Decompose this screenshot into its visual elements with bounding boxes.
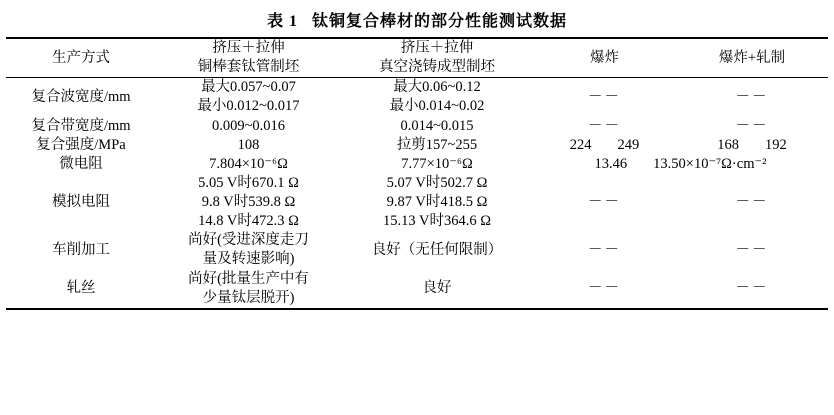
cell-wire-rolling-explosion: －－ [533,270,676,309]
table-row [6,231,828,269]
table-row [6,174,828,231]
header-cell-extrusion-vacuum: 挤压＋拉伸 真空浇铸成型制坯 [341,38,533,78]
cell-wave-width-vacuum: 最大0.06~0.12 最小0.014~0.02 [389,79,485,115]
row-label-wave-width: 复合波宽度/mm [31,88,131,105]
performance-test-table [6,37,828,310]
cell-bond-strength-tube: 108 [237,136,260,153]
cell-turning-explosion-rolling: －－ [735,241,769,258]
row-label-micro-resistance: 微电阻 [59,155,103,172]
table-row [6,117,828,136]
table-row [6,136,828,155]
cell-micro-resistance-tube: 7.804×10⁻⁶Ω [209,155,288,172]
table-head [6,38,828,78]
header-cell-explosion-rolling: 爆炸+轧制 [676,38,828,78]
cell-band-width-tube: 0.009~0.016 [211,117,286,134]
table-row [6,270,828,309]
cell-band-width-vacuum: 0.014~0.015 [400,117,474,134]
table-title-text: 钛铜复合棒材的部分性能测试数据 [312,13,568,30]
cell-wave-width-explosion-rolling: －－ [735,88,769,105]
header-cell-extrusion-tube: 挤压＋拉伸 铜棒套钛管制坯 [156,38,341,78]
cell-micro-resistance-explosion-combined [533,155,828,174]
table-row [6,78,828,117]
micro-resistance-value-2: 13.50×10⁻⁷Ω·cm⁻² [653,155,767,172]
cell-wire-rolling-explosion-rolling: －－ [676,270,828,309]
cell-simulated-resistance-vacuum: 5.07 V时502.7 Ω 9.87 V时418.5 Ω 15.13 V时364.6 Ω [383,174,491,230]
cell-band-width-explosion: －－ [588,117,621,134]
header-cell-production-method: 生产方式 [6,38,156,78]
cell-wire-rolling-tube: 尚好(批量生产中有 少量钛层脱开) [156,270,341,309]
cell-wave-width-tube: 最大0.057~0.07 最小0.012~0.017 [197,79,300,115]
cell-wire-rolling-vacuum: 良好 [341,270,533,309]
cell-turning-tube: 尚好(受进深度走刀 量及转速影响) [188,232,309,268]
bond-strength-rolling-value-2: 192 [765,136,787,153]
table-body [6,78,828,309]
cell-bond-strength-explosion-rolling [676,136,828,155]
row-label-band-width: 复合带宽度/mm [31,117,131,134]
cell-simulated-resistance-explosion: －－ [588,194,621,210]
table-row [6,155,828,174]
cell-simulated-resistance-tube: 5.05 V时670.1 Ω 9.8 V时539.8 Ω 14.8 V时472.3 Ω [198,174,299,230]
cell-turning-vacuum: 良好（无任何限制） [371,241,503,258]
header-cell-explosion: 爆炸 [533,38,676,78]
cell-simulated-resistance-explosion-rolling: －－ [735,194,769,210]
bond-strength-rolling-value-1: 168 [717,136,739,153]
cell-turning-explosion: －－ [588,241,621,258]
header-row [6,38,828,78]
bond-strength-explosion-value-1: 224 [569,136,592,153]
cell-band-width-explosion-rolling: －－ [735,117,769,134]
micro-resistance-value-1: 13.46 [594,155,628,172]
bond-strength-explosion-value-2: 249 [617,136,640,153]
row-label-wire-rolling: 轧丝 [6,270,156,309]
cell-bond-strength-vacuum: 拉剪157~255 [396,136,478,153]
cell-bond-strength-explosion [533,136,676,155]
row-label-simulated-resistance: 模拟电阻 [52,194,110,210]
row-label-turning: 车削加工 [52,241,110,258]
cell-wave-width-explosion: －－ [588,88,621,105]
cell-micro-resistance-vacuum: 7.77×10⁻⁶Ω [401,155,473,172]
table-number: 表 1 [266,13,298,30]
row-label-bond-strength: 复合强度/MPa [36,136,126,153]
table-caption [6,6,828,37]
